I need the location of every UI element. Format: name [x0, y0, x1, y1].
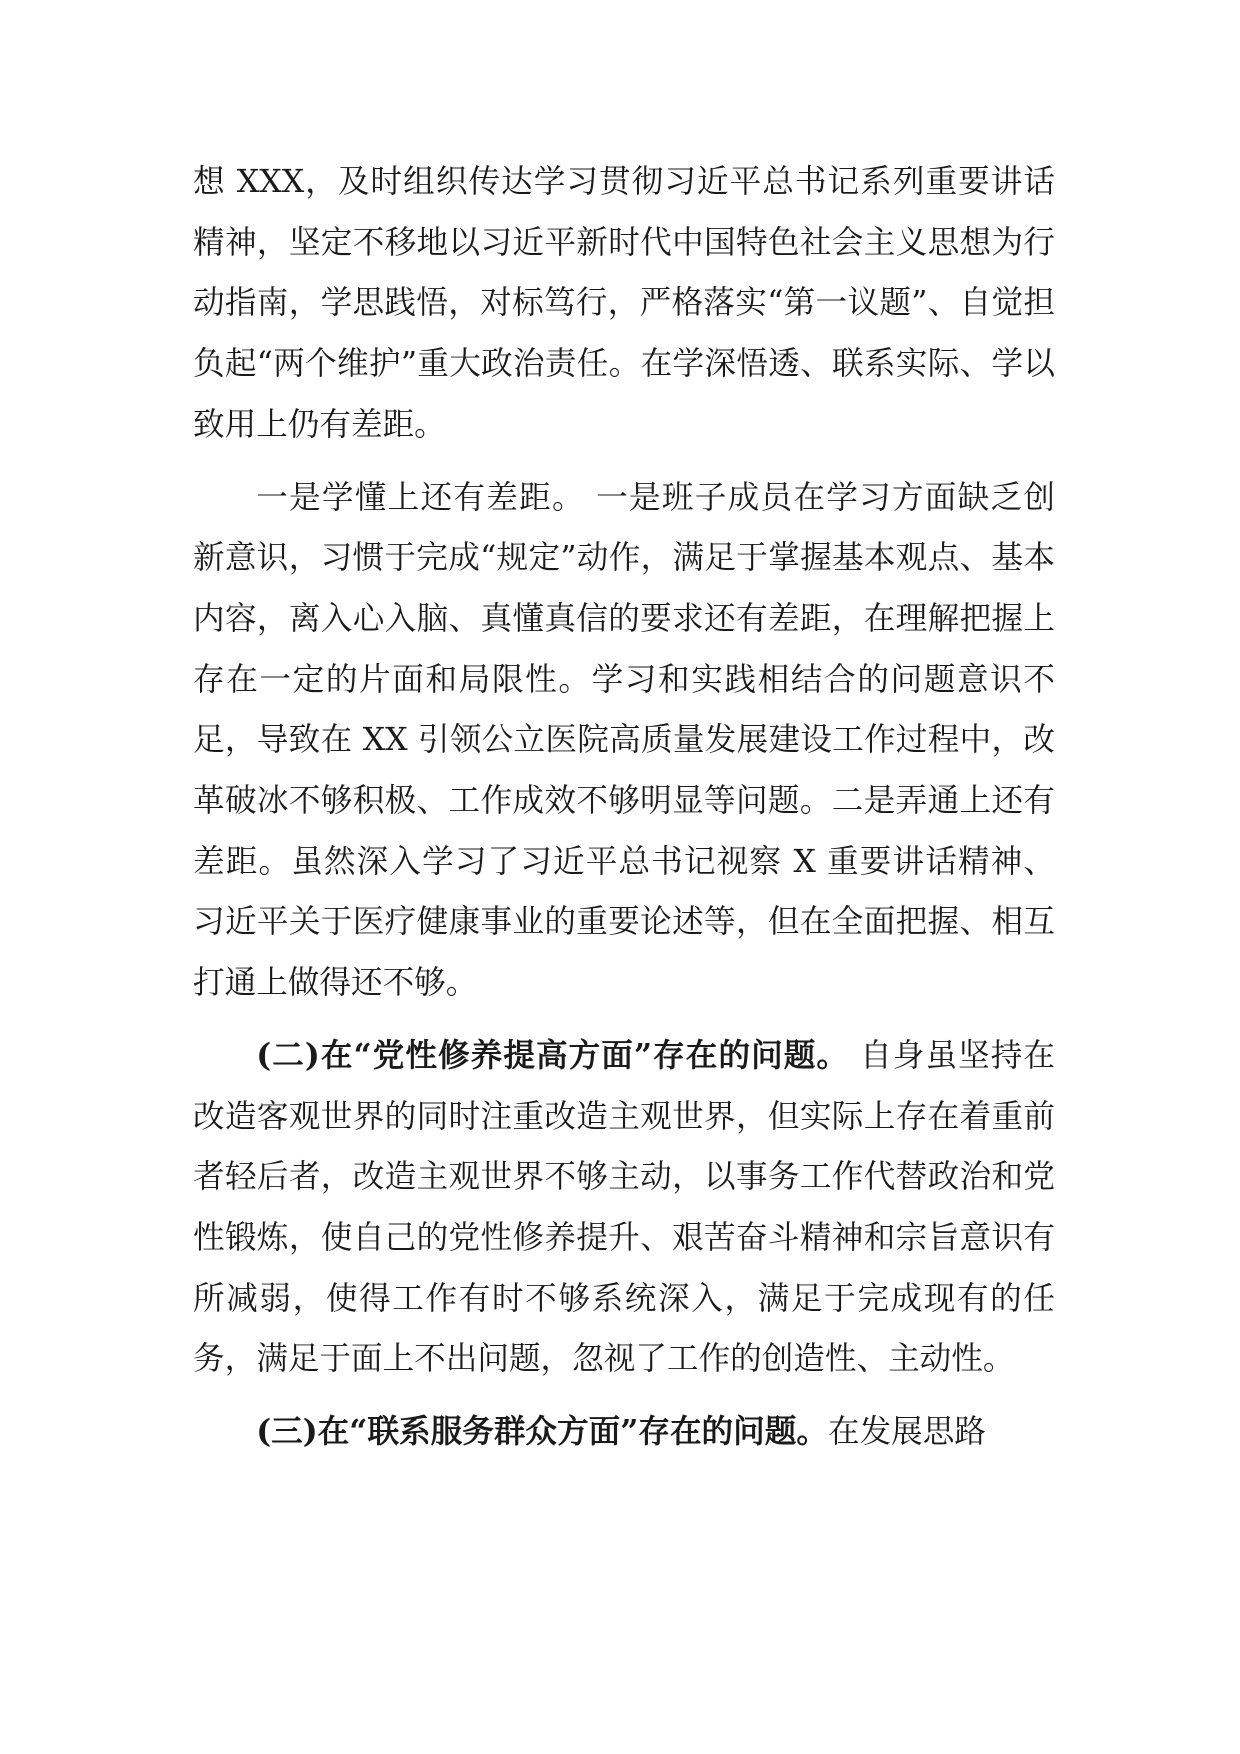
section-heading: (二)在“党性修养提高方面”存在的问题。 [256, 1036, 850, 1074]
paragraph-understanding-gap [193, 468, 1055, 1014]
paragraph-party-spirit [193, 1026, 1055, 1390]
paragraph-text: 一是学懂上还有差距。 一是班子成员在学习方面缺乏创新意识，习惯于完成“规定”动作，满足于掌握基本观点、基本内容，离入心入脑、真懂真信的要求还有差距，在理解把握上存在一定的片面和局限性。学习和实践相结合的问题意识不足，导致在 XX 引领公立医院高质量发展建设工作过程中，改革破冰不够积极、工作成效不够明显等问题。二是弄通上还有差距。虽然深入学习了习近平总书记视察 X 重要讲话精神、习近平关于医疗健康事业的重要论述等，但在全面把握、相互打通上做得还不够。 [193, 479, 1055, 1002]
document-page [193, 152, 1055, 1475]
paragraph-study-intro [193, 152, 1055, 456]
section-heading: (三)在“联系服务群众方面”存在的问题。 [256, 1413, 828, 1451]
paragraph-text: 想 XXX，及时组织传达学习贯彻习近平总书记系列重要讲话精神，坚定不移地以习近平新时代中国特色社会主义思想为行动指南，学思践悟，对标笃行，严格落实“第一议题”、自觉担负起“两个维护”重大政治责任。在学深悟透、联系实际、学以致用上仍有差距。 [193, 164, 1055, 443]
paragraph-text: 在发展思路 [827, 1414, 986, 1451]
paragraph-serving-masses [193, 1402, 1055, 1463]
paragraph-text: 自身虽坚持在改造客观世界的同时注重改造主观世界，但实际上存在着重前者轻后者，改造主观世界不够主动，以事务工作代替政治和党性锻炼，使自己的党性修养提升、艰苦奋斗精神和宗旨意识有所减弱，使得工作有时不够系统深入，满足于完成现有的任务，满足于面上不出问题，忽视了工作的创造性、主动性。 [193, 1037, 1056, 1378]
